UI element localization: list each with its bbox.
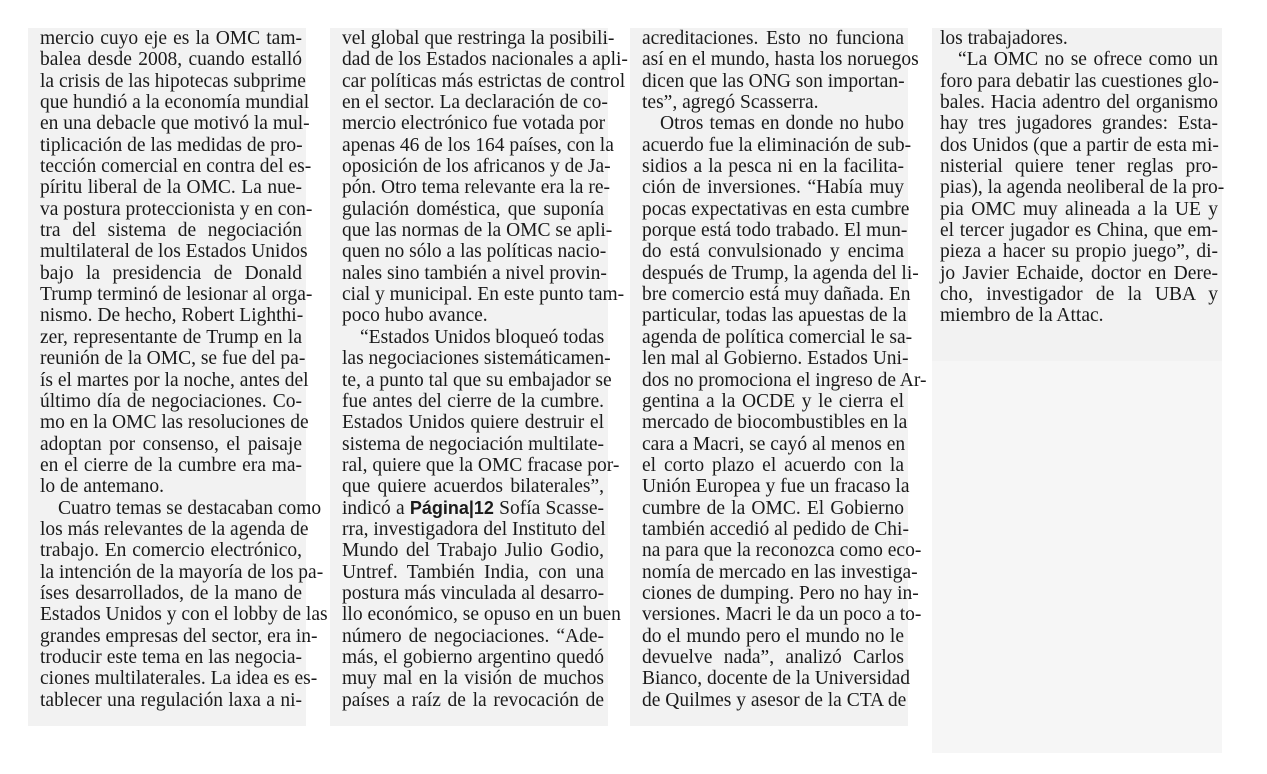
text-line: que las normas de la OMC se apli- — [342, 220, 613, 242]
text-line: mercado de biocombustibles en la — [642, 412, 908, 434]
text-line: cho, investigador de la UBA y — [940, 284, 1218, 306]
text-line: pón. Otro tema relevante era la re- — [342, 177, 610, 199]
text-line: bajo la presidencia de Donald — [40, 262, 302, 284]
text-line: foro para debatir las cuestiones glo- — [940, 70, 1219, 92]
text-line: Cuatro temas se destacaban como — [58, 497, 322, 519]
text-line: nisterial quiere tener reglas pro- — [940, 156, 1218, 178]
text-line: tiplicación de las medidas de pro- — [40, 134, 303, 156]
text-line: ción de inversiones. “Había muy — [642, 177, 904, 199]
text-line: cial y municipal. En este punto tam- — [342, 284, 625, 306]
text-line: oposición de los africanos y de Ja- — [342, 156, 611, 178]
text-line: en el sector. La declaración de co- — [342, 92, 608, 114]
text-line: ís el martes por la noche, antes del — [40, 369, 309, 391]
text-line: el corto plazo el acuerdo con la — [642, 454, 904, 476]
text-line: íses desarrollados, de la mano de — [40, 582, 302, 604]
text-line: así en el mundo, hasta los noruegos — [642, 49, 919, 71]
text-line: devuelve nada”, analizó Carlos — [642, 646, 904, 668]
text-line: mercio cuyo eje es la OMC tam- — [40, 28, 302, 49]
text-line: en el cierre de la cumbre era ma- — [40, 454, 302, 476]
text-line: ral, quiere que la OMC fracase por- — [342, 454, 620, 476]
text-line: número de negociaciones. “Ade- — [342, 625, 604, 647]
text-line: gulación doméstica, que suponía — [342, 198, 604, 220]
text-fragment: indicó a — [342, 497, 410, 519]
text-line: fue antes del cierre de la cumbre. — [342, 390, 604, 412]
text-line: “Estados Unidos bloqueó todas — [360, 326, 605, 348]
text-line: la crisis de las hipotecas subprime — [40, 70, 306, 92]
text-line: acreditaciones. Esto no funciona — [642, 28, 904, 49]
text-line: Bianco, docente de la Universidad — [642, 668, 911, 690]
text-line: el tercer jugador es China, que em- — [940, 220, 1218, 242]
text-line: bre comercio está muy dañada. En — [642, 284, 911, 306]
text-line: grandes empresas del sector, era in- — [40, 625, 318, 647]
text-line: tra del sistema de negociación — [40, 220, 302, 242]
text-line: pocas expectativas en esta cumbre — [642, 198, 910, 220]
text-line: multilateral de los Estados Unidos — [40, 241, 308, 263]
text-line: en una debacle que motivó la mul- — [40, 113, 310, 135]
text-line: miembro de la Attac. — [940, 305, 1104, 327]
text-line: tección comercial en contra del es- — [40, 156, 312, 178]
text-line: Estados Unidos quiere destruir el — [342, 412, 604, 434]
text-line: nales sino también a nivel provin- — [342, 262, 607, 284]
text-line: de Quilmes y asesor de la CTA de — [642, 689, 907, 711]
text-line: mo en la OMC las resoluciones de — [40, 412, 309, 434]
text-line: lo de antemano. — [40, 476, 164, 498]
text-line: na para que la reconozca como eco- — [642, 540, 922, 562]
text-line: sistema de negociación multilate- — [342, 433, 604, 455]
text-line: gentina a la OCDE y le cierra el — [642, 390, 904, 412]
text-line: particular, todas las apuestas de la — [642, 305, 907, 327]
text-line: que hundió a la economía mundial — [40, 92, 310, 114]
article-column-3 — [630, 28, 927, 726]
text-line: último día de negociaciones. Co- — [40, 390, 302, 412]
text-line: la intención de la mayoría de los pa- — [40, 561, 324, 583]
text-line: bales. Hacia adentro del organismo — [940, 92, 1218, 114]
text-line: porque está todo trabado. El mun- — [642, 220, 908, 242]
blank-area — [932, 353, 1222, 753]
text-line: las negociaciones sistemáticamen- — [342, 348, 611, 370]
text-line: cara a Macri, se cayó al menos en — [642, 433, 906, 455]
text-line: quen no sólo a las políticas nacio- — [342, 241, 607, 263]
text-line: Mundo del Trabajo Julio Godio, — [342, 540, 604, 562]
text-line: dos Unidos (que a partir de esta mi- — [940, 134, 1219, 156]
text-line: ciones de dumping. Pero no hay in- — [642, 582, 919, 604]
text-line: pia OMC muy alineada a la UE y — [940, 198, 1218, 220]
text-line: versiones. Macri le da un poco a to- — [642, 604, 922, 626]
article-column-2 — [330, 28, 628, 726]
text-line: pias), la agenda neoliberal de la pro- — [940, 177, 1225, 199]
text-line: te, a punto tal que su embajador se — [342, 369, 612, 391]
text-line: hay tres jugadores grandes: Esta- — [940, 113, 1218, 135]
text-line: “La OMC no se ofrece como un — [958, 49, 1218, 71]
text-line: Otros temas en donde no hubo — [660, 113, 904, 135]
text-line: mercio electrónico fue votada por — [342, 113, 606, 135]
text-line: acuerdo fue la eliminación de sub- — [642, 134, 912, 156]
text-line: muy mal en la visión de muchos — [342, 668, 604, 690]
text-line: llo económico, se opuso en un buen — [342, 604, 621, 626]
text-line: nomía de mercado en las investiga- — [642, 561, 918, 583]
text-line: postura más vinculada al desarro- — [342, 582, 605, 604]
article-column-4 — [932, 28, 1225, 361]
text-line: los trabajadores. — [940, 28, 1068, 49]
text-line: ciones multilaterales. La idea es es- — [40, 668, 318, 690]
article-column-1 — [28, 28, 328, 726]
text-line: va postura proteccionista y en con- — [40, 198, 313, 220]
text-line: nismo. De hecho, Robert Lighthi- — [40, 305, 304, 327]
text-line: tes”, agregó Scasserra. — [642, 92, 819, 114]
text-line: Untref. También India, con una — [342, 561, 604, 583]
text-line: adoptan por consenso, el paisaje — [40, 433, 302, 455]
text-line: car políticas más estrictas de control — [342, 70, 626, 92]
text-line: Trump terminó de lesionar al orga- — [40, 284, 313, 306]
text-line: países a raíz de la revocación de — [342, 689, 604, 711]
text-line: trabajo. En comercio electrónico, — [40, 540, 302, 562]
brand-name: Página|12 — [409, 497, 494, 518]
text-line: zer, representante de Trump en la — [40, 326, 302, 348]
text-line: len mal al Gobierno. Estados Uni- — [642, 348, 909, 370]
text-line: también accedió al pedido de Chi- — [642, 518, 909, 540]
text-line: Unión Europea y fue un fracaso la — [642, 476, 910, 498]
text-line: balea desde 2008, cuando estalló — [40, 49, 302, 71]
text-line-with-brand — [330, 498, 608, 519]
text-line: más, el gobierno argentino quedó — [342, 646, 604, 668]
text-line: agenda de política comercial le sa- — [642, 326, 913, 348]
text-line: dos no promociona el ingreso de Ar- — [642, 369, 927, 391]
text-line: reunión de la OMC, se fue del pa- — [40, 348, 306, 370]
text-line: píritu liberal de la OMC. La nue- — [40, 177, 302, 199]
text-line: tablecer una regulación laxa a ni- — [40, 689, 302, 711]
text-line: que quiere acuerdos bilaterales”, — [342, 476, 604, 498]
text-line: rra, investigadora del Instituto del — [342, 518, 606, 540]
text-line: apenas 46 de los 164 países, con la — [342, 134, 614, 156]
text-line: dad de los Estados nacionales a apli- — [342, 49, 628, 71]
text-line: cumbre de la OMC. El Gobierno — [642, 497, 904, 519]
text-line: poco hubo avance. — [342, 305, 488, 327]
text-line: vel global que restringa la posibili- — [342, 28, 615, 49]
text-line: después de Trump, la agenda del li- — [642, 262, 919, 284]
text-line: dicen que las ONG son importan- — [642, 70, 905, 92]
text-line: pieza a hacer su propio juego”, di- — [940, 241, 1218, 263]
text-line: troducir este tema en las negocia- — [40, 646, 302, 668]
text-line: do está convulsionado y encima — [642, 241, 904, 263]
text-line: jo Javier Echaide, doctor en Dere- — [940, 262, 1218, 284]
text-line: sidios a la pesca ni en la facilita- — [642, 156, 904, 178]
text-fragment: Sofía Scasse- — [499, 497, 604, 519]
text-line: Estados Unidos y con el lobby de las — [40, 604, 328, 626]
text-line: do el mundo pero el mundo no le — [642, 625, 904, 647]
text-line: los más relevantes de la agenda de — [40, 518, 309, 540]
